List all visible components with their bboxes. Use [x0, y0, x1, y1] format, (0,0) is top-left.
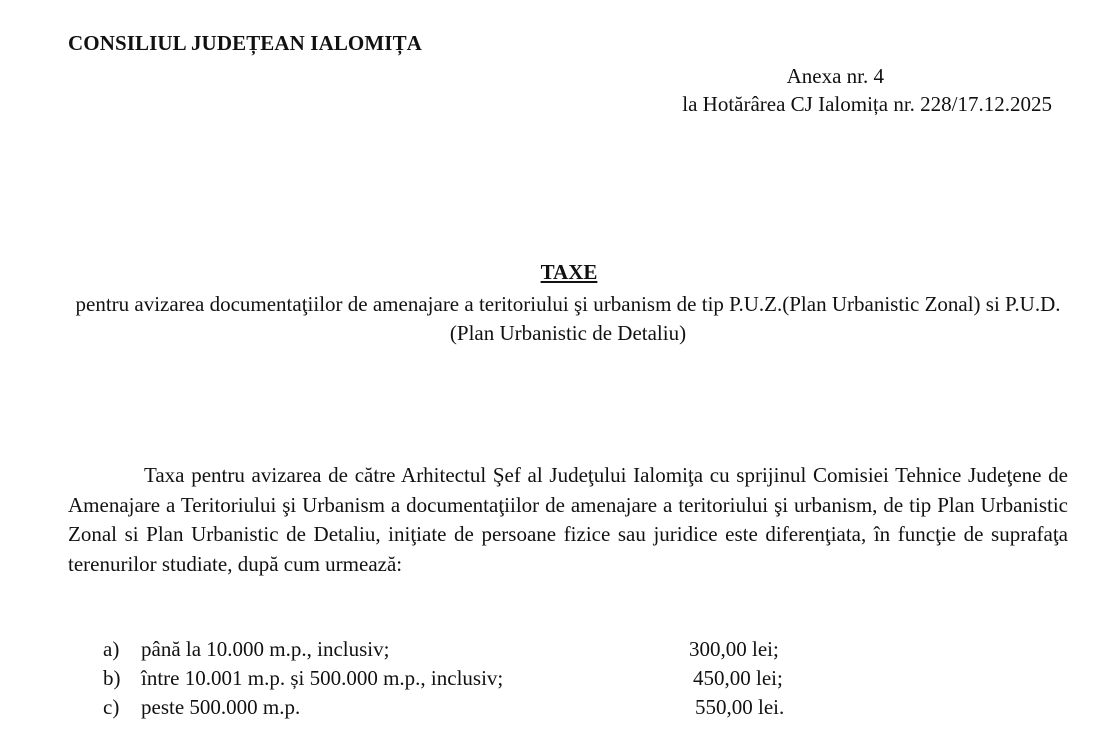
fee-letter: c) [103, 695, 120, 719]
document-subtitle: pentru avizarea documentaţiilor de amenajare a teritoriului şi urbanism de tip P.U.Z.(Plan Urbanistic Zonal) si P.U.D.(Plan Urbanistic de Detaliu) [75, 292, 1061, 345]
body-paragraph: Taxa pentru avizarea de către Arhitectul Şef al Judeţului Ialomiţa cu sprijinul Comisiei Tehnice Judeţene de Amenajare a Teritoriului şi Urbanism a documentaţiilor de amenajare a teritoriului şi urbanism, de tip Plan Urbanistic Zonal si Plan Urbanistic de Detaliu, iniţiate de persoane fizice sau juridice este diferenţiata, în funcţie de suprafaţa terenurilor studiate, după cum urmează: [68, 463, 1068, 576]
fee-description: peste 500.000 m.p. [141, 695, 301, 719]
fee-description: între 10.001 m.p. și 500.000 m.p., inclusiv; [141, 666, 504, 690]
annex-number: Anexa nr. 4 [786, 64, 884, 88]
fee-letter: a) [103, 637, 120, 661]
fee-description: până la 10.000 m.p., inclusiv; [141, 637, 390, 661]
decision-reference: la Hotărârea CJ Ialomița nr. 228/17.12.2025 [682, 92, 1052, 116]
fee-amount: 300,00 lei; [689, 637, 779, 661]
fee-item [103, 693, 823, 722]
fee-list [103, 635, 823, 722]
fee-item [103, 664, 823, 693]
annex-reference [682, 62, 1052, 118]
document-title: TAXE [540, 260, 598, 284]
fee-amount: 550,00 lei. [695, 695, 785, 719]
fee-amount: 450,00 lei; [693, 666, 783, 690]
fee-letter: b) [103, 666, 121, 690]
organization-name: CONSILIUL JUDEȚEAN IALOMIȚA [68, 31, 422, 55]
fee-item [103, 635, 823, 664]
